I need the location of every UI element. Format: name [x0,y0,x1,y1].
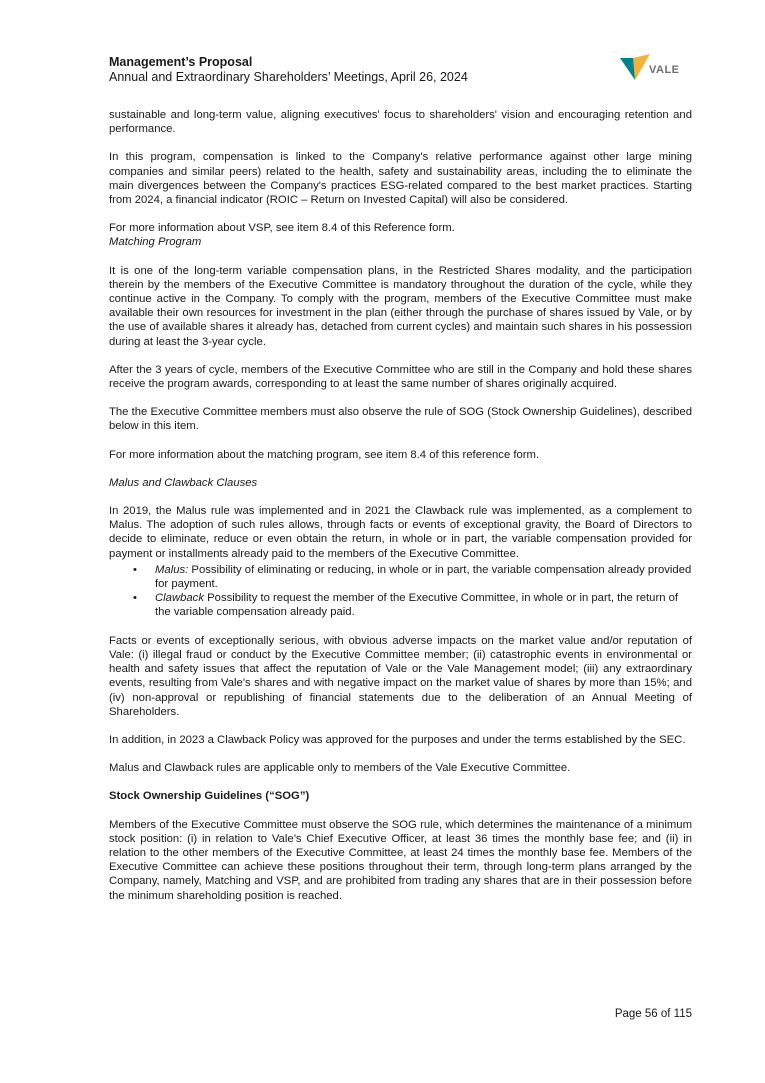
list-item [133,563,692,591]
bullet-icon: • [133,563,137,576]
paragraph: In this program, compensation is linked to the Company's relative performance against other large mining companies and similar peers) related to the health, safety and sustainability areas, including the to eliminate the main divergences between the Company's practices ESG-related compared to the best market practices. Starting from 2024, a financial indicator (ROIC – Return on Invested Capital) will also be considered. [109,151,692,207]
bullet-list [109,563,692,620]
vale-logo-text: VALE [649,64,680,76]
bullet-term: Malus: [155,563,189,576]
bullet-text: Possibility of eliminating or reducing, in whole or in part, the variable compensation already provided for payment. [155,563,692,591]
vale-logo-icon [620,54,650,82]
paragraph: It is one of the long-term variable compensation plans, in the Restricted Shares modality, and the participation therein by the members of the Executive Committee is mandatory throughout the duration of the cycle, while they continue active in the Company. To comply with the program, members of the Executive Committee must make available their own resources for investment in the plan (either through the purchase of shares issued by Vale, or by the use of available shares it already has, detached from current cycles) and maintain such shares in his possession during at least the 3-year cycle. [109,264,692,348]
section-heading-malus: Malus and Clawback Clauses [109,476,258,489]
page-header [109,55,669,85]
paragraph: sustainable and long-term value, aligning executives' focus to shareholders' vision and encouraging retention and performance. [109,109,692,136]
paragraph: In 2019, the Malus rule was implemented and in 2021 the Clawback rule was implemented, as a complement to Malus. The adoption of such rules allows, through facts or events of exceptional gravity, the Board of Directors to decide to eliminate, reduce or even obtain the return, in whole or in part, the variable compensation provided for payment or installments already paid to the members of the Executive Committee. [109,505,692,560]
section-heading-matching: Matching Program [109,236,202,249]
bullet-icon: • [133,592,137,605]
paragraph: Malus and Clawback rules are applicable only to members of the Vale Executive Committee. [109,762,571,775]
vale-logo [620,54,690,84]
paragraph: For more information about the matching program, see item 8.4 of this reference form. [109,448,540,461]
paragraph: The the Executive Committee members must also observe the rule of SOG (Stock Ownership Guidelines), described below in this item. [109,406,692,433]
section-heading-sog: Stock Ownership Guidelines (“SOG”) [109,790,310,803]
document-body [109,108,692,903]
bullet-term: Clawback [155,592,204,605]
paragraph: After the 3 years of cycle, members of the Executive Committee who are still in the Company and hold these shares receive the program awards, corresponding to at least the same number of shares originally acquired. [109,363,692,391]
bullet-text: Possibility to request the member of the Executive Committee, in whole or in part, the return of the variable compensation already paid. [155,592,679,619]
page-number: Page 56 of 115 [614,1008,692,1020]
document-subtitle: Annual and Extraordinary Shareholders’ Meetings, April 26, 2024 [109,70,468,84]
paragraph: For more information about VSP, see item 8.4 of this Reference form. [109,222,455,235]
paragraph: In addition, in 2023 a Clawback Policy was approved for the purposes and under the terms established by the SEC. [109,733,686,746]
paragraph: Facts or events of exceptionally serious, with obvious adverse impacts on the market value and/or reputation of Vale: (i) illegal fraud or conduct by the Executive Committee member; (ii) catastrophic events in environmental or health and safety issues that affect the reputation of Vale or the Vale Management model; (iii) any extraordinary events, resulting from Vale's shares and with negative impact on the market value of shares by more than 15%; and (iv) non-approval or republishing of financial statements due to the deliberation of an Annual Meeting of Shareholders. [109,634,692,718]
paragraph: Members of the Executive Committee must observe the SOG rule, which determines the maintenance of a minimum stock position: (i) in relation to Vale’s Chief Executive Officer, at least 36 times the monthly base fee; and (ii) in relation to the other members of the Executive Committee, at least 24 times the monthly base fee. Members of the Executive Committee can achieve these positions throughout their term, through long-term plans arranged by the Company, namely, Matching and VSP, and are prohibited from trading any shares that are in their possession before the minimum shareholding position is reached. [109,818,692,902]
document-title: Management’s Proposal [109,55,253,69]
list-item [133,591,692,619]
